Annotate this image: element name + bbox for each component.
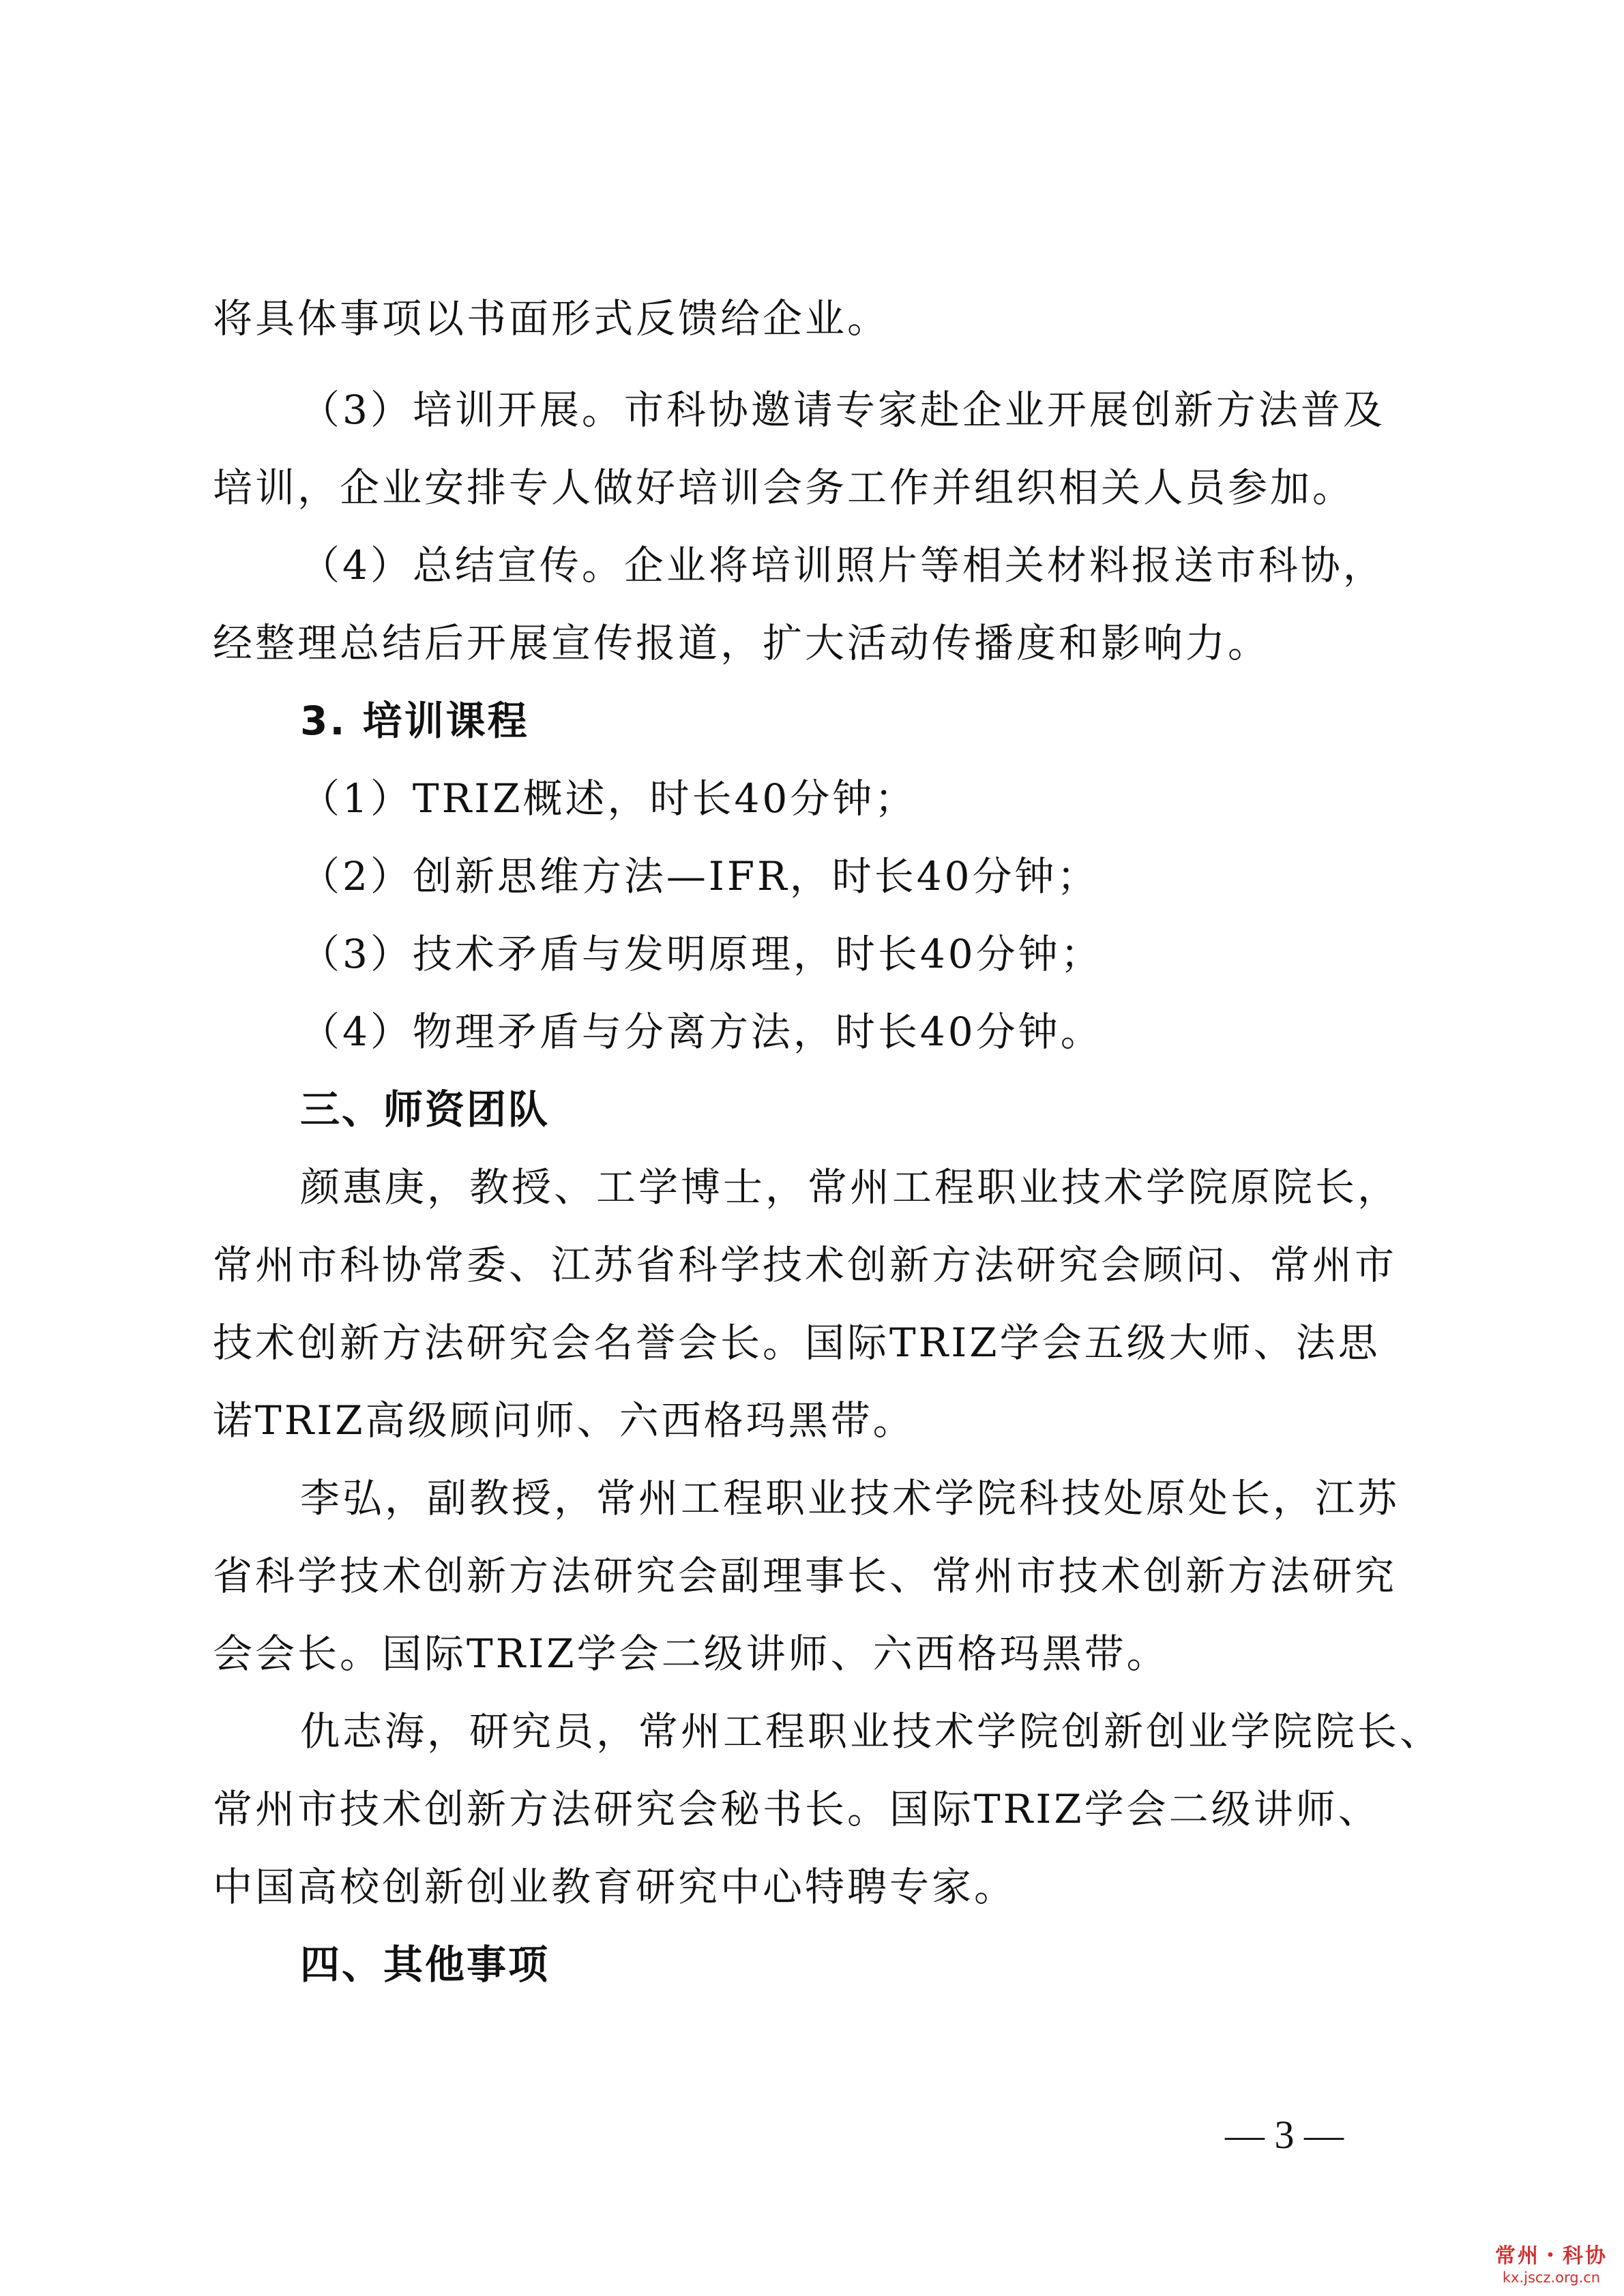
paragraph-line: 颜惠庚，教授、工学博士，常州工程职业技术学院原院长， bbox=[300, 1164, 1400, 1210]
paragraph-line: 培训，企业安排专人做好培训会务工作并组织相关人员参加。 bbox=[213, 464, 1355, 511]
section-heading-courses: 3. 培训课程 bbox=[300, 698, 529, 744]
paragraph-line: 省科学技术创新方法研究会副理事长、常州市技术创新方法研究 bbox=[213, 1553, 1398, 1599]
page-number: — 3 — bbox=[1225, 2113, 1344, 2157]
paragraph-line: 技术创新方法研究会名誉会长。国际TRIZ学会五级大师、法思 bbox=[213, 1320, 1381, 1366]
section-heading-teachers: 三、师资团队 bbox=[300, 1086, 550, 1133]
paragraph-line: 将具体事项以书面形式反馈给企业。 bbox=[213, 295, 890, 342]
paragraph-line: 李弘，副教授，常州工程职业技术学院科技处原处长，江苏 bbox=[300, 1475, 1400, 1521]
section-heading-other: 四、其他事项 bbox=[300, 1941, 550, 1988]
watermark-brand: 常州・科协 bbox=[1495, 2244, 1608, 2268]
paragraph-line: 中国高校创新创业教育研究中心特聘专家。 bbox=[213, 1864, 1017, 1910]
paragraph-line: 常州市科协常委、江苏省科学技术创新方法研究会顾问、常州市 bbox=[213, 1242, 1398, 1288]
course-item: （3）技术矛盾与发明原理，时长40分钟； bbox=[300, 931, 1103, 977]
paragraph-line: 常州市技术创新方法研究会秘书长。国际TRIZ学会二级讲师、 bbox=[213, 1786, 1381, 1832]
paragraph-line: 仇志海，研究员，常州工程职业技术学院创新创业学院院长、 bbox=[300, 1708, 1443, 1755]
course-item: （2）创新思维方法—IFR，时长40分钟； bbox=[300, 853, 1099, 899]
course-item: （4）物理矛盾与分离方法，时长40分钟。 bbox=[300, 1009, 1103, 1055]
watermark-url: kx.jscz.org.cn bbox=[1502, 2269, 1601, 2286]
paragraph-line: 诺TRIZ高级顾问师、六西格玛黑带。 bbox=[213, 1397, 915, 1444]
paragraph-line: 经整理总结后开展宣传报道，扩大活动传播度和影响力。 bbox=[213, 620, 1271, 666]
paragraph-line: 会会长。国际TRIZ学会二级讲师、六西格玛黑带。 bbox=[213, 1630, 1169, 1677]
watermark-logo bbox=[1495, 2244, 1608, 2286]
paragraph-line: （4）总结宣传。企业将培训照片等相关材料报送市科协， bbox=[300, 542, 1385, 588]
paragraph-line: （3）培训开展。市科协邀请专家赴企业开展创新方法普及 bbox=[300, 387, 1385, 433]
course-item: （1）TRIZ概述，时长40分钟； bbox=[300, 775, 917, 822]
